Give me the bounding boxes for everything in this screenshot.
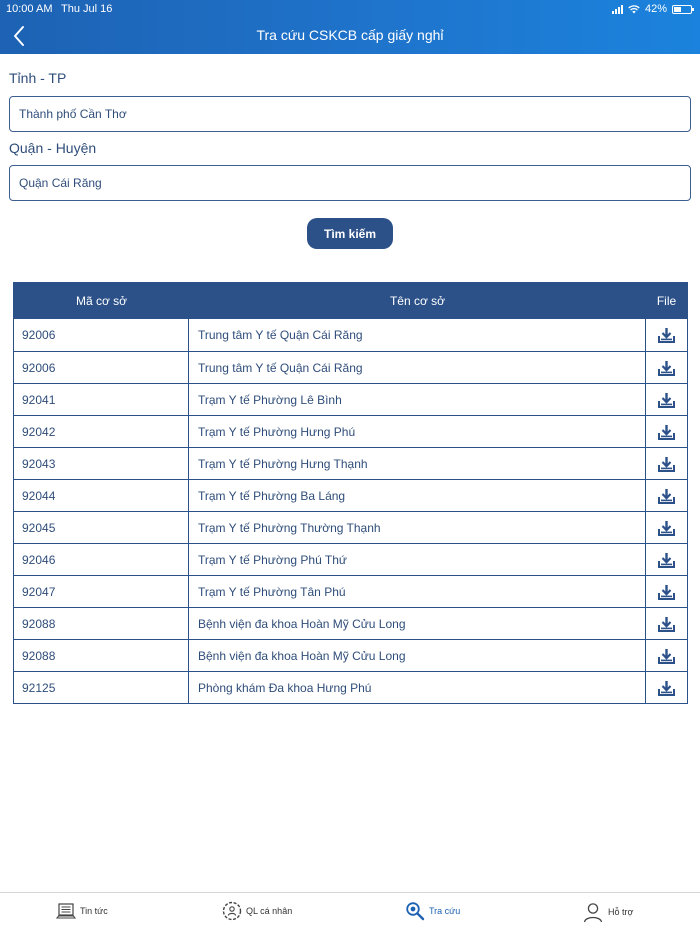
download-icon — [658, 584, 675, 600]
search-button[interactable]: Tìm kiếm — [307, 218, 393, 249]
download-file-button[interactable] — [646, 319, 687, 351]
download-icon — [658, 648, 675, 664]
table-row — [14, 447, 687, 479]
battery-percent: 42% — [644, 3, 667, 15]
download-file-button[interactable] — [646, 480, 687, 511]
facility-name: Trạm Y tế Phường Hưng Phú — [189, 416, 646, 447]
support-user-icon — [582, 901, 604, 923]
status-indicators — [612, 3, 692, 15]
table-row — [14, 415, 687, 447]
download-file-button[interactable] — [646, 576, 687, 607]
battery-icon — [672, 5, 692, 14]
download-file-button[interactable] — [646, 416, 687, 447]
status-bar — [0, 0, 700, 18]
app-header — [0, 0, 700, 54]
tab-support-label: Hỗ trợ — [608, 907, 634, 917]
download-file-button[interactable] — [646, 512, 687, 543]
facility-name: Trạm Y tế Phường Phú Thứ — [189, 544, 646, 575]
download-icon — [658, 552, 675, 568]
facility-name: Bệnh viện đa khoa Hoàn Mỹ Cửu Long — [189, 608, 646, 639]
facility-code: 92044 — [14, 480, 189, 511]
tab-news[interactable] — [56, 901, 108, 921]
facility-code: 92088 — [14, 608, 189, 639]
download-file-button[interactable] — [646, 352, 687, 383]
facility-code: 92006 — [14, 319, 189, 351]
tab-support[interactable] — [582, 901, 633, 923]
facility-code: 92043 — [14, 448, 189, 479]
download-icon — [658, 327, 675, 343]
facility-code: 92041 — [14, 384, 189, 415]
tab-lookup[interactable] — [405, 901, 460, 921]
download-icon — [658, 456, 675, 472]
table-body — [14, 319, 687, 703]
table-row — [14, 351, 687, 383]
province-label: Tỉnh - TP — [9, 70, 67, 86]
download-file-button[interactable] — [646, 544, 687, 575]
personal-settings-icon — [222, 901, 242, 921]
tab-lookup-label: Tra cứu — [429, 906, 461, 916]
facility-name: Phòng khám Đa khoa Hưng Phú — [189, 672, 646, 703]
download-file-button[interactable] — [646, 448, 687, 479]
facility-code: 92047 — [14, 576, 189, 607]
facility-name: Trạm Y tế Phường Thường Thạnh — [189, 512, 646, 543]
facility-code: 92125 — [14, 672, 189, 703]
table-row — [14, 671, 687, 703]
tab-personal[interactable] — [222, 901, 292, 921]
district-label: Quận - Huyện — [9, 140, 97, 156]
download-file-button[interactable] — [646, 608, 687, 639]
download-file-button[interactable] — [646, 672, 687, 703]
facility-name: Bệnh viện đa khoa Hoàn Mỹ Cửu Long — [189, 640, 646, 671]
facility-name: Trạm Y tế Phường Lê Bình — [189, 384, 646, 415]
page-title: Tra cứu CSKCB cấp giấy nghỉ — [256, 27, 444, 43]
facility-name: Trạm Y tế Phường Tân Phú — [189, 576, 646, 607]
download-icon — [658, 680, 675, 696]
status-time: 10:00 AM — [6, 3, 53, 15]
tab-news-label: Tin tức — [80, 906, 108, 916]
download-icon — [658, 424, 675, 440]
table-row — [14, 383, 687, 415]
table-row — [14, 639, 687, 671]
download-icon — [658, 616, 675, 632]
search-lookup-icon — [405, 901, 425, 921]
table-row — [14, 543, 687, 575]
news-icon — [56, 901, 76, 921]
wifi-icon — [628, 5, 640, 14]
facility-table — [13, 282, 688, 704]
facility-code: 92045 — [14, 512, 189, 543]
download-icon — [658, 488, 675, 504]
header-file: File — [656, 294, 677, 308]
download-icon — [658, 520, 675, 536]
table-row — [14, 479, 687, 511]
facility-code: 92006 — [14, 352, 189, 383]
download-file-button[interactable] — [646, 640, 687, 671]
table-row — [14, 511, 687, 543]
facility-name: Trung tâm Y tế Quận Cái Răng — [189, 319, 646, 351]
download-icon — [658, 360, 675, 376]
table-row — [14, 319, 687, 351]
facility-name: Trạm Y tế Phường Hưng Thạnh — [189, 448, 646, 479]
province-select[interactable]: Thành phố Cần Thơ — [9, 96, 691, 132]
facility-code: 92088 — [14, 640, 189, 671]
facility-name: Trạm Y tế Phường Ba Láng — [189, 480, 646, 511]
download-icon — [658, 392, 675, 408]
facility-code: 92042 — [14, 416, 189, 447]
download-file-button[interactable] — [646, 384, 687, 415]
facility-code: 92046 — [14, 544, 189, 575]
facility-name: Trung tâm Y tế Quận Cái Răng — [189, 352, 646, 383]
header-name: Tên cơ sở — [389, 294, 446, 308]
table-row — [14, 575, 687, 607]
signal-icon — [612, 5, 623, 14]
bottom-tab-bar — [0, 892, 700, 934]
tab-personal-label: QL cá nhân — [246, 906, 293, 916]
district-select[interactable]: Quận Cái Răng — [9, 165, 691, 201]
table-header — [14, 283, 687, 319]
header-code: Mã cơ sở — [75, 294, 128, 308]
table-row — [14, 607, 687, 639]
status-date: Thu Jul 16 — [61, 3, 113, 15]
